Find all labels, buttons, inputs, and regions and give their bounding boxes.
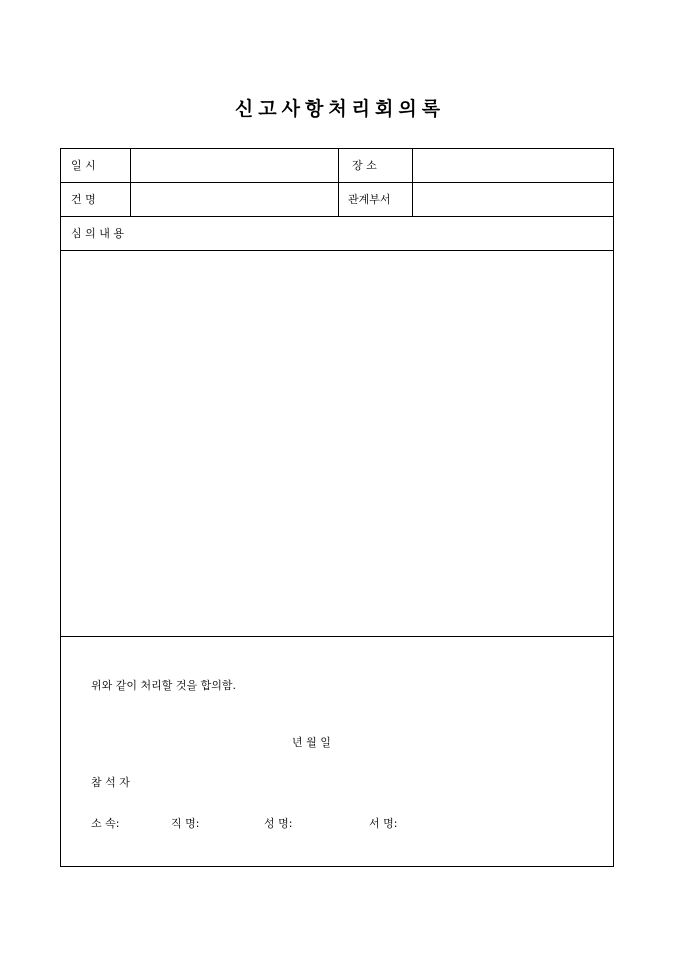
minutes-form — [60, 148, 614, 867]
affiliation-label: 소 속: — [91, 817, 120, 830]
place-label: 장 소 — [352, 159, 377, 172]
row-divider — [61, 182, 613, 183]
attendees-label: 참 석 자 — [91, 776, 130, 789]
name-label: 성 명: — [264, 817, 293, 830]
department-field[interactable] — [413, 184, 613, 216]
date-label: 일 시 — [71, 159, 96, 172]
department-label: 관계부서 — [348, 193, 391, 206]
signature-label: 서 명: — [369, 817, 398, 830]
content-label: 심 의 내 용 — [71, 227, 124, 240]
column-divider — [338, 149, 339, 217]
subject-field[interactable] — [131, 184, 338, 216]
row-divider — [61, 250, 613, 251]
agreement-statement: 위와 같이 처리할 것을 합의함. — [91, 679, 236, 692]
date-field[interactable] — [131, 150, 338, 182]
date-line: 년 월 일 — [292, 736, 331, 749]
content-area[interactable] — [62, 252, 613, 635]
section-divider — [61, 636, 613, 637]
subject-label: 건 명 — [71, 193, 96, 206]
page-title: 신고사항처리회의록 — [234, 98, 446, 120]
place-field[interactable] — [413, 150, 613, 182]
position-label: 직 명: — [171, 817, 200, 830]
row-divider — [61, 216, 613, 217]
